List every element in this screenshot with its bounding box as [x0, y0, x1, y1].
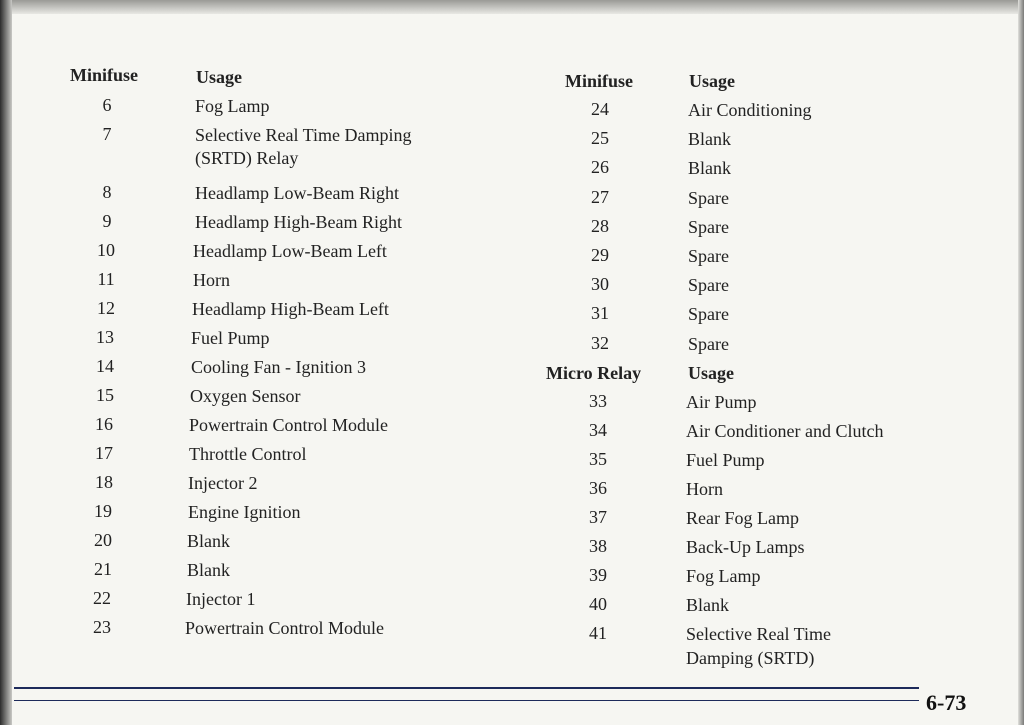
left-usage-text: Headlamp Low-Beam Left [193, 241, 387, 261]
right-usage-text: Spare [688, 304, 729, 325]
left-minifuse-number: 10 [97, 240, 115, 260]
left-minifuse-number: 8 [102, 182, 112, 202]
relay-number: 37 [589, 507, 607, 527]
relay-usage-text: Fog Lamp [686, 566, 761, 586]
left-minifuse-number: 6 [102, 95, 112, 115]
left-usage-text: Blank [187, 560, 230, 580]
relay-usage-text: Rear Fog Lamp [686, 508, 799, 528]
left-usage-text: Fuel Pump [191, 328, 270, 348]
micro-relay-usage-header: Usage [688, 363, 734, 383]
left-minifuse-number: 9 [102, 211, 112, 231]
right-usage-text: Blank [688, 129, 731, 150]
right-usage-text: Spare [688, 333, 729, 354]
right-minifuse-number: 24 [591, 99, 609, 119]
left-minifuse-number: 22 [93, 588, 111, 608]
left-usage-text: Fog Lamp [195, 96, 270, 116]
left-minifuse-number: 19 [94, 501, 112, 521]
left-usage-text: Injector 2 [188, 473, 258, 493]
right-usage-text: Air Conditioning [688, 100, 812, 120]
left-header-usage: Usage [196, 67, 242, 87]
left-minifuse-number: 20 [94, 530, 112, 550]
left-usage-text: Powertrain Control Module [185, 618, 384, 638]
left-usage-text: Selective Real Time Damping [195, 125, 412, 145]
page-right-edge [1018, 0, 1024, 725]
relay-usage-text: Air Conditioner and Clutch [686, 421, 884, 441]
page-number: 6-73 [926, 690, 967, 715]
relay-number: 35 [589, 449, 607, 469]
footer-rule-thin [14, 700, 919, 701]
left-usage-text: Headlamp High-Beam Left [192, 299, 389, 319]
left-minifuse-number: 21 [94, 559, 112, 579]
page-top-edge [0, 0, 1024, 14]
right-minifuse-number: 32 [591, 332, 609, 353]
right-usage-text: Spare [688, 216, 729, 237]
page-spine-shadow [0, 0, 12, 725]
left-usage-text: Horn [193, 270, 230, 290]
relay-usage-text: Horn [686, 479, 723, 499]
left-minifuse-number: 15 [96, 385, 114, 405]
right-usage-text: Blank [688, 158, 731, 179]
right-minifuse-number: 29 [591, 245, 609, 265]
left-minifuse-number: 11 [97, 269, 115, 289]
right-minifuse-number: 30 [591, 274, 609, 295]
left-usage-text: Engine Ignition [188, 502, 301, 522]
relay-usage-text: Air Pump [686, 392, 757, 412]
left-usage-text: Headlamp Low-Beam Right [195, 183, 399, 203]
footer-rule [14, 687, 919, 689]
left-minifuse-number: 7 [102, 124, 112, 144]
micro-relay-header: Micro Relay [546, 363, 642, 383]
relay-number: 41 [589, 623, 607, 643]
relay-number: 34 [589, 420, 607, 440]
relay-number: 40 [589, 594, 607, 614]
relay-usage-text: Back-Up Lamps [686, 537, 805, 557]
left-minifuse-number: 17 [95, 443, 113, 463]
right-usage-text: Spare [688, 187, 729, 208]
relay-number: 36 [589, 478, 607, 498]
left-minifuse-number: 18 [95, 472, 113, 492]
right-usage-text: Spare [688, 246, 729, 266]
left-usage-text: Oxygen Sensor [190, 386, 301, 406]
relay-usage-text: Selective Real Time [686, 624, 831, 644]
left-minifuse-number: 23 [93, 617, 111, 637]
right-minifuse-number: 31 [591, 303, 609, 324]
right-minifuse-number: 28 [591, 215, 609, 236]
left-usage-text: Cooling Fan - Ignition 3 [191, 357, 366, 377]
left-usage-text: Blank [187, 531, 230, 551]
relay-number: 33 [589, 391, 607, 411]
left-header-minifuse: Minifuse [70, 65, 139, 85]
right-minifuse-number: 25 [591, 128, 609, 149]
relay-usage-text-cont: Damping (SRTD) [686, 648, 815, 668]
relay-usage-text: Blank [686, 595, 729, 615]
left-usage-text: Injector 1 [186, 589, 256, 609]
left-usage-text: Headlamp High-Beam Right [195, 212, 402, 232]
relay-number: 39 [589, 565, 607, 585]
right-usage-text: Spare [688, 275, 729, 296]
left-usage-text: Powertrain Control Module [189, 415, 388, 435]
relay-usage-text: Fuel Pump [686, 450, 765, 470]
left-minifuse-number: 13 [96, 327, 114, 347]
right-header-minifuse: Minifuse [565, 71, 634, 91]
left-minifuse-number: 12 [97, 298, 115, 318]
left-usage-text-cont: (SRTD) Relay [195, 148, 299, 168]
left-minifuse-number: 14 [96, 356, 114, 376]
right-minifuse-number: 27 [591, 186, 609, 207]
right-header-usage: Usage [689, 71, 735, 91]
left-usage-text: Throttle Control [189, 444, 307, 464]
right-minifuse-number: 26 [591, 157, 609, 178]
relay-number: 38 [589, 536, 607, 556]
left-minifuse-number: 16 [95, 414, 113, 434]
